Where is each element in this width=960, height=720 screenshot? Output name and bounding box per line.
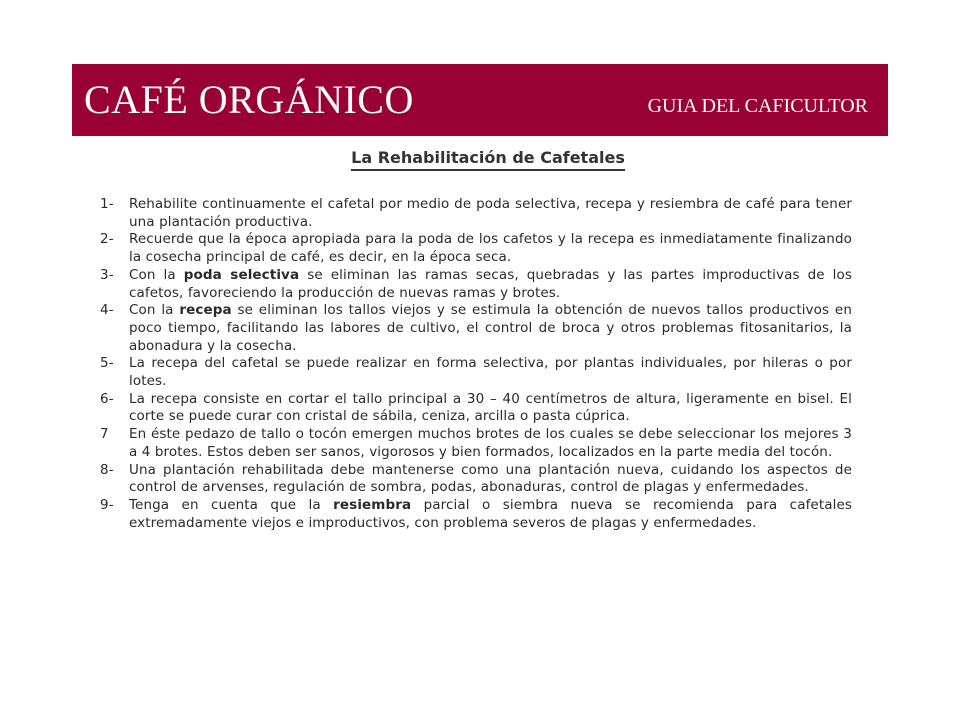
item-text: Recuerde que la época apropiada para la poda de los cafetos y la recepa es inmediatamente finalizando la cosecha principal de café, es decir, en la época seca. [129,231,852,266]
item-text: La recepa del cafetal se puede realizar en forma selectiva, por plantas individuales, por hileras o por lotes. [129,355,852,390]
banner-title: CAFÉ ORGÁNICO [84,77,414,122]
list-item [96,302,852,355]
list-item [96,355,852,390]
item-number: 5- [100,355,114,372]
item-text-continued: se eliminan las ramas secas, quebradas y las partes improductivas de los cafetos, favoreciendo la producción de nuevas ramas y brotes. [129,266,853,301]
item-number: 9- [100,496,114,513]
item-emphasis: poda selectiva [183,266,300,283]
item-number: 4- [100,302,114,319]
item-text: La recepa consiste en cortar el tallo principal a 30 – 40 centímetros de altura, ligeramente en bisel. El corte se puede curar con cristal de sábila, ceniza, arcilla o pasta cúprica. [129,390,852,425]
item-number: 8- [100,461,114,478]
item-text: Una plantación rehabilitada debe mantenerse como una plantación nueva, cuidando los aspectos de control de arvenses, regulación de sombra, podas, abonaduras, control de plagas y enfermedades. [129,461,852,496]
item-number: 7 [100,426,109,443]
item-number: 6- [100,390,114,407]
item-emphasis: resiembra [333,496,412,513]
item-text: En éste pedazo de tallo o tocón emergen muchos brotes de los cuales se debe seleccionar los mejores 3 a 4 brotes. Estos deben ser sanos, vigorosos y bien formados, localizados en la parte media del tocón. [129,426,852,460]
list-item [96,196,852,231]
item-number: 3- [100,266,114,283]
list-item [96,391,852,426]
item-text-continued: parcial o siembra nueva se recomienda para cafetales extremadamente viejos e improductivos, con problema severos de plagas y enfermedades. [129,496,852,531]
list-item [96,426,852,461]
item-text: Tenga en cuenta que la [129,496,334,513]
item-text: Con la [129,266,184,283]
item-number: 2- [100,231,114,248]
document-title-wrapper [0,148,960,171]
recommendation-list [96,196,852,532]
list-item [96,231,852,266]
item-emphasis: recepa [179,302,232,319]
item-text-continued: se eliminan los tallos viejos y se estimula la obtención de nuevos tallos productivos en poco tiempo, facilitando las labores de cultivo, el control de broca y otros problemas fitosanitarios, la abonadura y la cosecha. [129,302,852,354]
item-text: Con la [129,302,180,319]
list-item [96,267,852,302]
document-title: La Rehabilitación de Cafetales [351,148,625,171]
item-number: 1- [100,196,114,212]
banner-subtitle: GUIA DEL CAFICULTOR [647,95,868,117]
item-text: Rehabilite continuamente el cafetal por medio de poda selectiva, recepa y resiembra de café para tener una plantación productiva. [129,196,852,230]
list-item [96,497,852,532]
header-banner [72,64,888,136]
list-item [96,462,852,497]
